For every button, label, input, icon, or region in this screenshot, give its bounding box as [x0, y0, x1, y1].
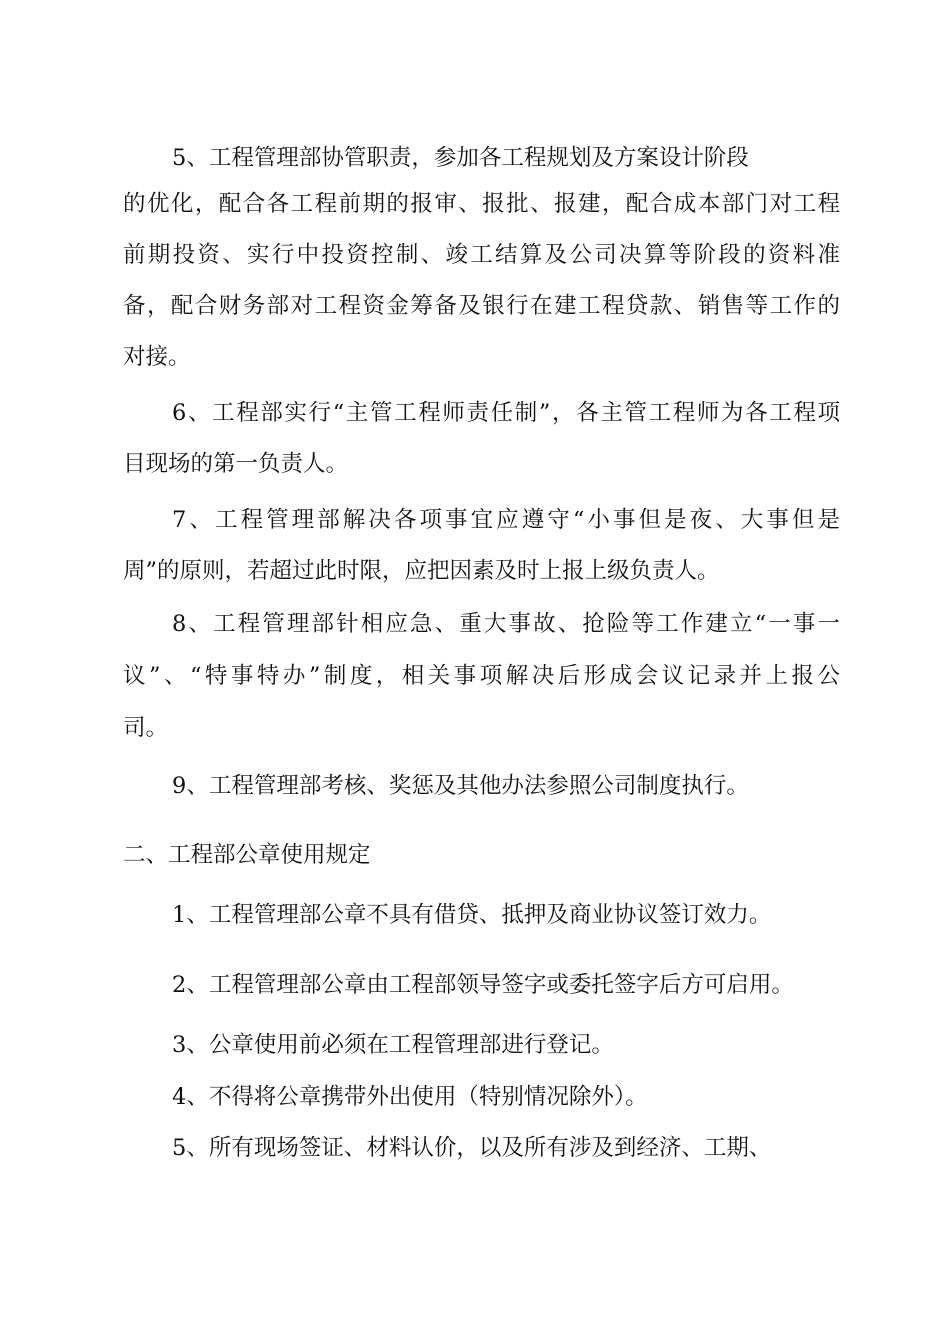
paragraph-line: 2、工程管理部公章由工程部领导签字或委托签字后方可启用。: [172, 972, 794, 998]
paragraph-line: 前期投资、实行中投资控制、竣工结算及公司决算等阶段的资料准: [123, 242, 840, 268]
paragraph-line: 4、不得将公章携带外出使用（特别情况除外）。: [172, 1084, 648, 1110]
section-heading: 二、工程部公章使用规定: [123, 842, 371, 868]
paragraph-line: 司。: [123, 715, 169, 741]
paragraph-line: 目现场的第一负责人。: [123, 451, 349, 477]
paragraph-line: 8、工程管理部针相应急、重大事故、抢险等工作建立“一事一: [172, 611, 840, 637]
paragraph-line: 1、工程管理部公章不具有借贷、抵押及商业协议签订效力。: [172, 902, 772, 928]
paragraph-line: 对接。: [123, 344, 191, 370]
paragraph-line: 周”的原则，若超过此时限，应把因素及时上报上级负责人。: [123, 558, 720, 584]
paragraph-line: 5、工程管理部协管职责，参加各工程规划及方案设计阶段: [172, 145, 749, 171]
paragraph-line: 3、公章使用前必须在工程管理部进行登记。: [172, 1032, 614, 1058]
paragraph-line: 议”、“特事特办”制度，相关事项解决后形成会议记录并上报公: [123, 663, 840, 689]
paragraph-line: 6、工程部实行“主管工程师责任制”，各主管工程师为各工程项: [172, 400, 840, 426]
paragraph-line: 备，配合财务部对工程资金筹备及银行在建工程贷款、销售等工作的: [123, 293, 840, 319]
paragraph-line: 9、工程管理部考核、奖惩及其他办法参照公司制度执行。: [172, 773, 749, 799]
paragraph-line: 5、所有现场签证、材料认价，以及所有涉及到经济、工期、: [172, 1135, 772, 1161]
paragraph-line: 的优化，配合各工程前期的报审、报批、报建，配合成本部门对工程: [123, 191, 840, 217]
paragraph-line: 7、工程管理部解决各项事宜应遵守“小事但是夜、大事但是: [172, 507, 840, 533]
